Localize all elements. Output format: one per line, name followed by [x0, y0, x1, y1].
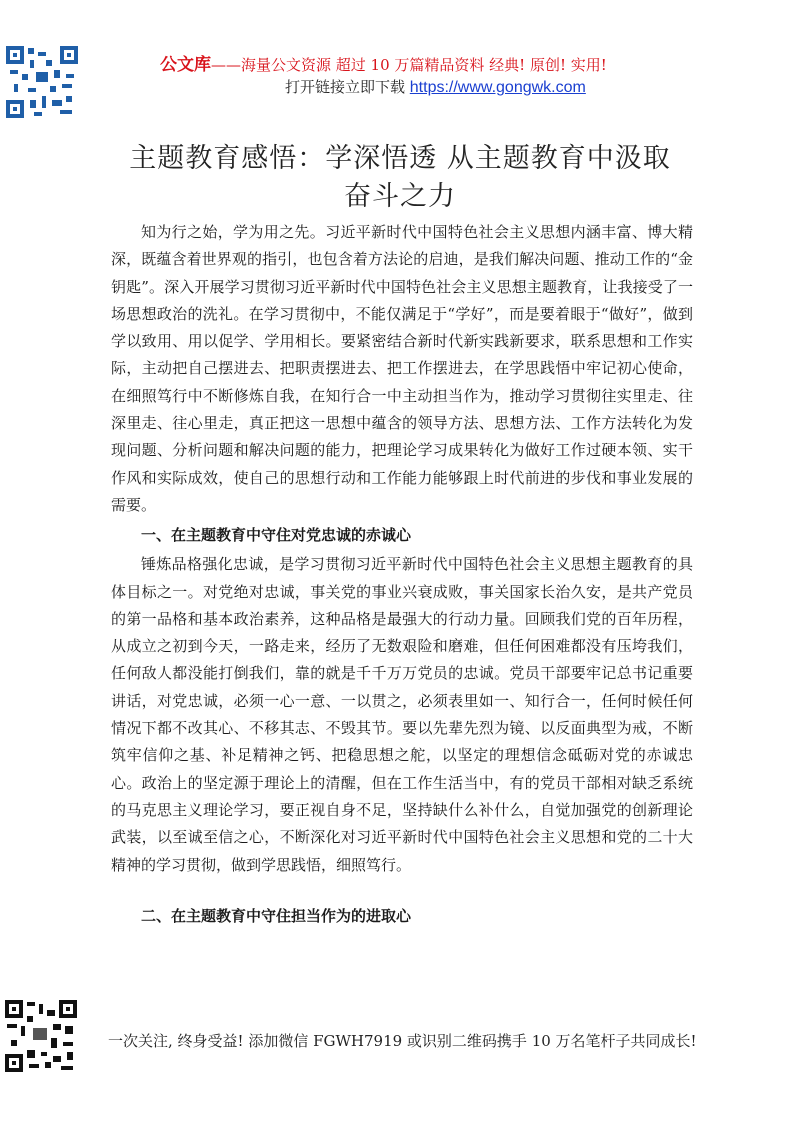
header-tagline: ——海量公文资源 超过 10 万篇精品资料 经典! 原创! 实用! [211, 56, 607, 74]
header-download [285, 76, 586, 97]
document-body [111, 219, 693, 879]
section-1-heading: 一、在主题教育中守住对党忠诚的赤诚心 [141, 526, 412, 545]
footer-text: 一次关注, 终身受益! 添加微信 FGWH7919 或识别二维码携手 10 万名笔杆子共同成长! [108, 1032, 697, 1050]
title-line-1: 主题教育感悟：学深悟透 从主题教育中汲取 [129, 143, 671, 174]
section-1-paragraph: 锤炼品格强化忠诚，是学习贯彻习近平新时代中国特色社会主义思想主题教育的具体目标之一。对党绝对忠诚，事关党的事业兴衰成败，事关国家长治久安，是共产党员的第一品格和基本政治素养，这种品格是最强大的行动力量。回顾我们党的百年历程，从成立之初到今天，一路走来，经历了无数艰险和磨难，但任何困难都没有压垮我们，任何敌人都没能打倒我们，靠的就是千千万万党员的忠诚。党员干部要牢记总书记重要讲话，对党忠诚，必须一心一意、一以贯之，必须表里如一、知行合一，任何时候任何情况下都不改其心、不移其志、不毁其节。要以先辈先烈为镜、以反面典型为戒，不断筑牢信仰之基、补足精神之钙、把稳思想之舵，以坚定的理想信念砥砺对党的赤诚忠心。政治上的坚定源于理论上的清醒，但在工作生活当中，有的党员干部相对缺乏系统的马克思主义理论学习，要正视自身不足，坚持缺什么补什么，自觉加强党的创新理论武装，以至诚至信之心，不断深化对习近平新时代中国特色社会主义思想和党的二十大精神的学习贯彻，做到学思践悟，细照笃行。 [111, 555, 693, 874]
intro-paragraph: 知为行之始，学为用之先。习近平新时代中国特色社会主义思想内涵丰富、博大精深，既蕴含着世界观的指引，也包含着方法论的启迪，是我们解决问题、推动工作的“金钥匙”。深入开展学习贯彻习近平新时代中国特色社会主义思想主题教育，让我接受了一场思想政治的洗礼。在学习贯彻中，不能仅满足于“学好”，而是要着眼于“做好”，做到学以致用、用以促学、学用相长。要紧密结合新时代新实践新要求，联系思想和工作实际，主动把自己摆进去、把职责摆进去、把工作摆进去，在学思践悟中牢记初心使命，在细照笃行中不断修炼自我，在知行合一中主动担当作为，推动学习贯彻往实里走、往深里走、往心里走，真正把这一思想中蕴含的领导方法、思想方法、工作方法转化为发现问题、分析问题和解决问题的能力，把理论学习成果转化为做好工作过硬本领、实干作风和实际成效，使自己的思想行动和工作能力能够跟上时代前进的步伐和事业发展的需要。 [111, 223, 693, 514]
header-qr-code-icon [6, 46, 78, 118]
header-banner [160, 50, 607, 75]
brand-name: 公文库 [160, 55, 211, 75]
document-title [100, 140, 700, 216]
title-line-2: 奋斗之力 [344, 181, 456, 212]
download-link[interactable]: https://www.gongwk.com [409, 79, 586, 96]
download-label: 打开链接立即下载 [285, 78, 410, 96]
section-2-heading: 二、在主题教育中守住担当作为的进取心 [141, 907, 412, 925]
footer-qr-code-icon [5, 1000, 77, 1072]
